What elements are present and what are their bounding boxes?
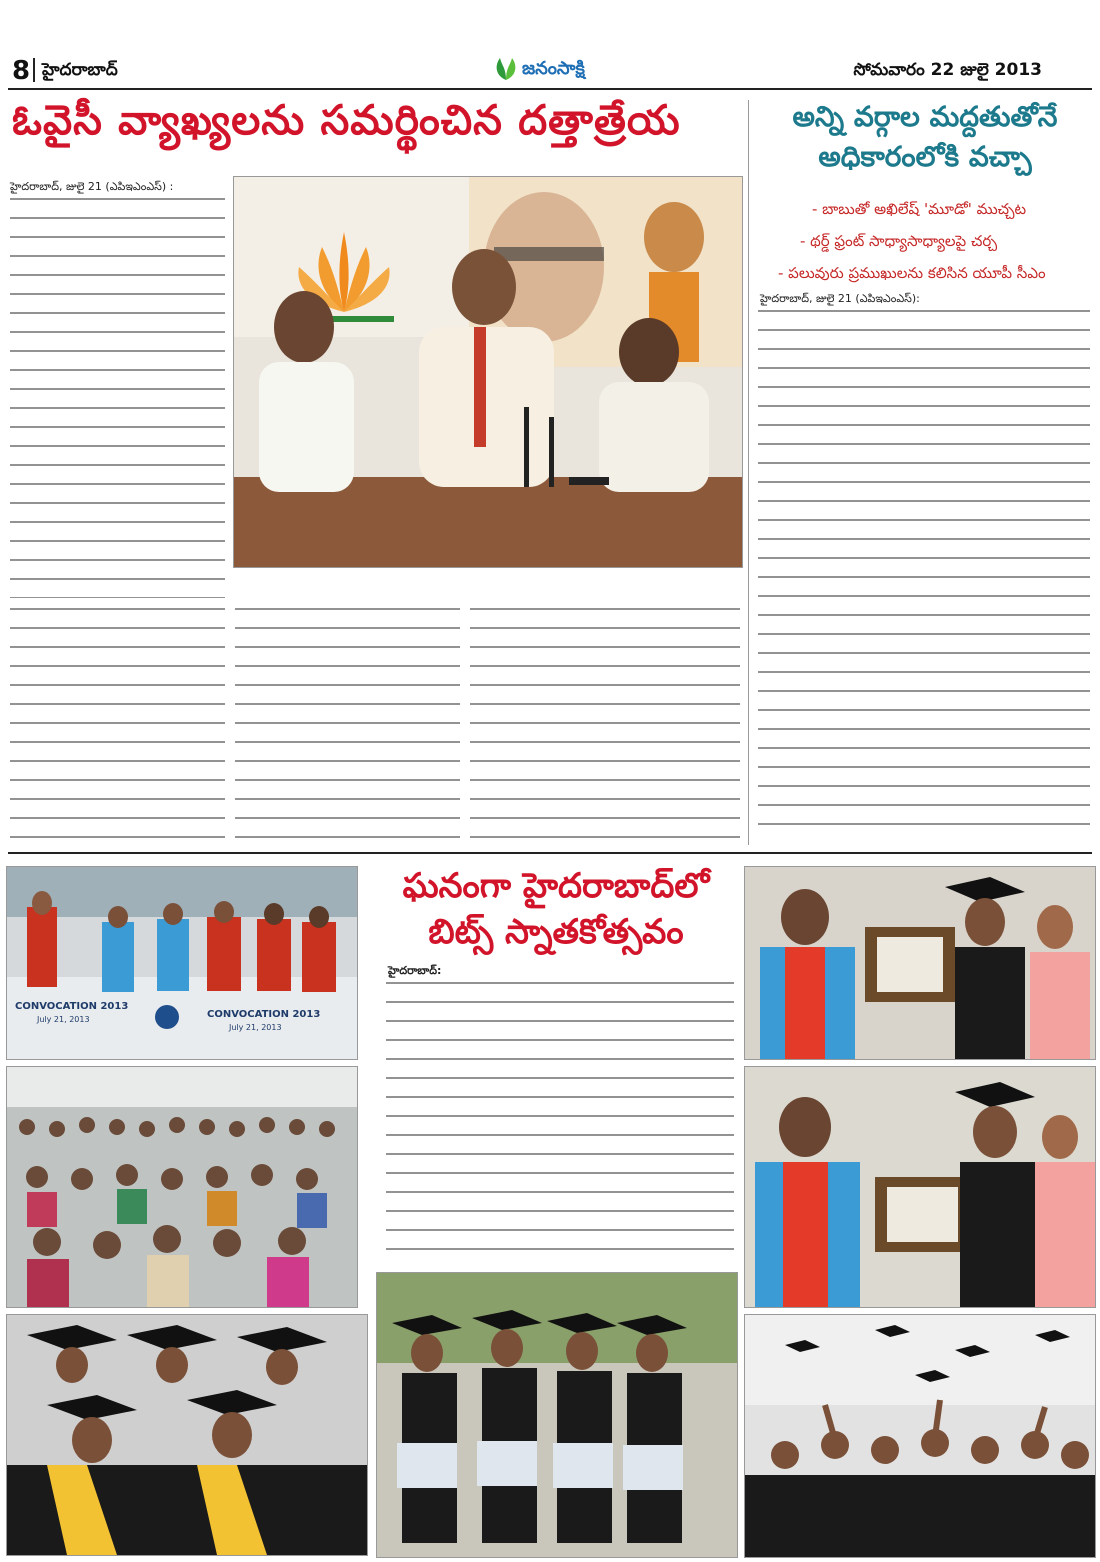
paper-name: జనంసాక్షి xyxy=(522,58,585,79)
story1-body-column-4 xyxy=(470,608,740,838)
masthead-rule xyxy=(8,88,1092,90)
page-number: 8 xyxy=(12,56,31,86)
story2-headline-line-1: అన్ని వర్గాల మద్దతుతోనే xyxy=(792,100,1058,133)
column-divider xyxy=(748,100,749,845)
story3-headline-line-2: బిట్స్‌ స్నాతకోత్సవం xyxy=(428,912,684,952)
issue-date: సోమవారం 22 జులై 2013 xyxy=(853,60,1042,80)
convocation-stage-image xyxy=(7,867,357,1059)
story3-dateline: హైదరాబాద్‌: xyxy=(388,964,442,977)
paper-logo xyxy=(492,56,612,84)
story1-dateline: హైదరాబాద్‌, జులై 21 (ఎపిఇఎంఎస్‌) : xyxy=(10,180,174,193)
press-conference-image xyxy=(234,177,742,567)
section-rule xyxy=(8,852,1092,854)
caps-toss-celebration-photo xyxy=(744,1314,1096,1558)
story1-body-column-2 xyxy=(10,608,225,838)
story1-headline: ఓవైసీ వ్యాఖ్యలను సమర్థించిన దత్తాత్రేయ xyxy=(12,96,681,144)
convocation-stage-photo xyxy=(6,866,358,1060)
certificate-presentation-image-2 xyxy=(745,1067,1095,1307)
certificate-presentation-image-1 xyxy=(745,867,1095,1059)
stage-banner-text-1: CONVOCATION 2013 xyxy=(15,1001,129,1012)
stage-banner-date-1: July 21, 2013 xyxy=(37,1015,90,1024)
section-name: హైదరాబాద్ xyxy=(42,60,118,80)
masthead-divider xyxy=(33,58,35,82)
graduates-with-certificates-photo xyxy=(376,1272,738,1558)
story3-headline-line-1: ఘనంగా హైదరాబాద్‌లో xyxy=(402,866,710,906)
story2-dateline: హైదరాబాద్‌, జులై 21 (ఎపిఇఎంఎస్‌): xyxy=(760,292,920,305)
audience-image xyxy=(7,1067,357,1307)
story3-body xyxy=(386,982,734,1258)
graduates-in-caps-image xyxy=(7,1315,367,1555)
story2-body xyxy=(758,310,1090,840)
audience-photo xyxy=(6,1066,358,1308)
certificate-presentation-photo-1 xyxy=(744,866,1096,1060)
certificate-presentation-photo-2 xyxy=(744,1066,1096,1308)
story2-headline-line-2: అధికారంలోకి వచ్చా xyxy=(818,140,1032,173)
caps-toss-celebration-image xyxy=(745,1315,1095,1557)
leaf-logo-icon xyxy=(492,56,520,82)
story2-subhead-1: - బాబుతో అఖిలేష్‌ 'మూడో' ముచ్చట xyxy=(812,200,1027,218)
story2-subhead-3: - పలువురు ప్రముఖులను కలిసిన యూపీ సీఎం xyxy=(778,264,1046,282)
graduates-with-certificates-image xyxy=(377,1273,737,1557)
stage-banner-text-2: CONVOCATION 2013 xyxy=(207,1009,321,1020)
graduates-in-caps-photo xyxy=(6,1314,368,1556)
story1-body-column-3 xyxy=(235,608,460,838)
story2-subhead-2: - థర్డ్‌ ఫ్రంట్‌ సాధ్యాసాధ్యాలపై చర్చ xyxy=(800,232,998,250)
story1-body-column-1 xyxy=(10,198,225,598)
stage-banner-date-2: July 21, 2013 xyxy=(229,1023,282,1032)
press-conference-photo xyxy=(233,176,743,568)
